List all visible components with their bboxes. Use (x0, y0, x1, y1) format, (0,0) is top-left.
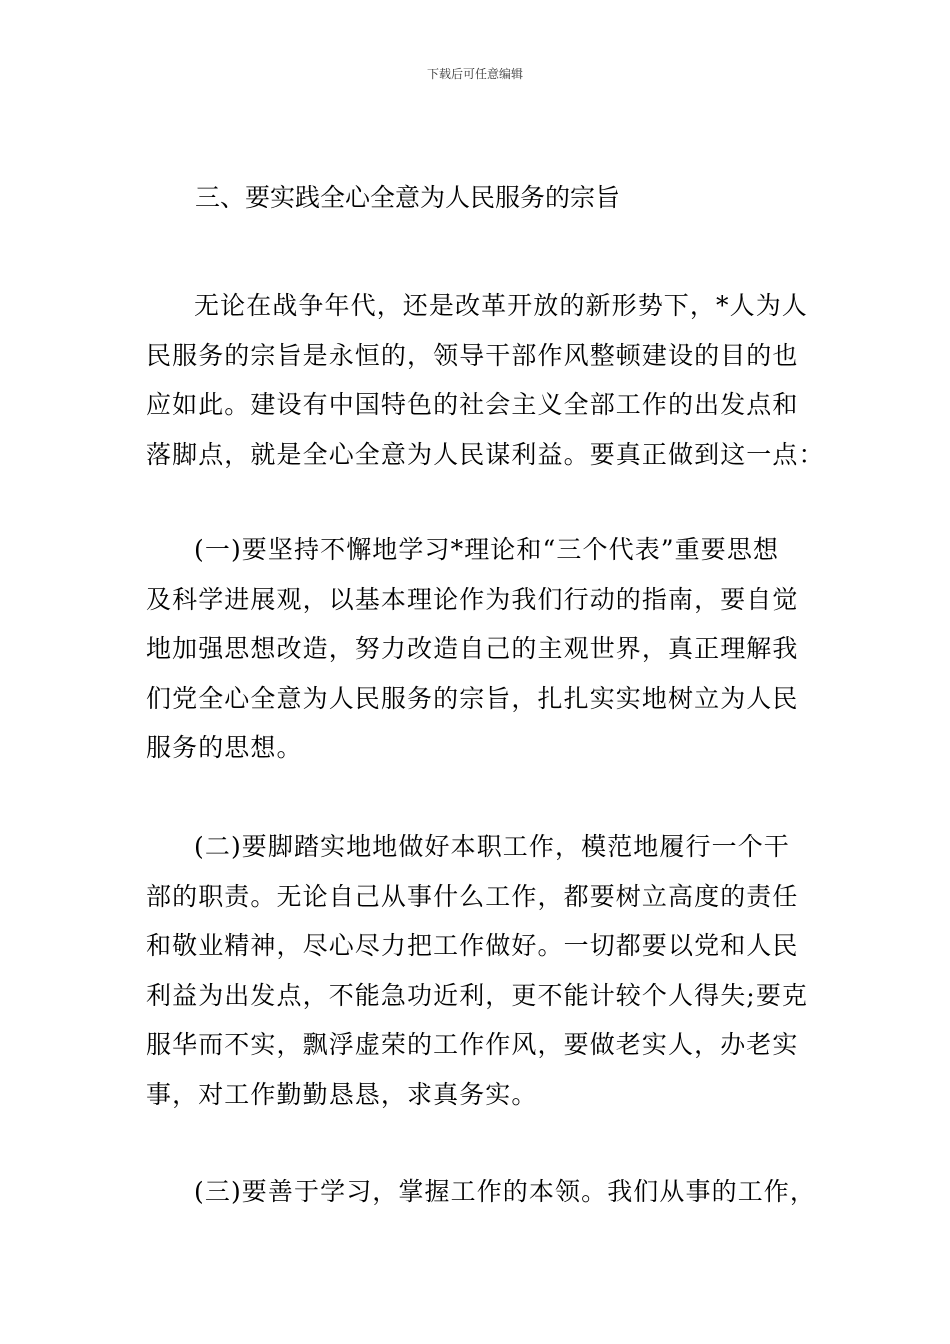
section-heading: 三、要实践全心全意为人民服务的宗旨 (195, 183, 621, 212)
paragraph-line: 落脚点，就是全心全意为人民谋利益。要真正做到这一点： (146, 439, 825, 469)
paragraph-item-1 (146, 525, 816, 773)
paragraph-line: 部的职责。无论自己从事什么工作，都要树立高度的责任 (146, 881, 799, 911)
paragraph-line: 无论在战争年代，还是改革开放的新形势下，*人为人 (194, 291, 808, 320)
paragraph-line: 地加强思想改造，努力改造自己的主观世界，真正理解我 (146, 634, 799, 663)
paragraph-line: 服务的思想。 (146, 733, 303, 762)
paragraph-line: 事，对工作勤勤恳恳，求真务实。 (146, 1079, 538, 1109)
paragraph-line: 和敬业精神，尽心尽力把工作做好。一切都要以党和人民 (146, 931, 799, 960)
paragraph-line: 服华而不实，飘浮虚荣的工作作风，要做老实人，办老实 (146, 1030, 799, 1059)
paragraph-line: 利益为出发点，不能急功近利，更不能计较个人得失;要克 (146, 980, 809, 1010)
paragraph-line: (一)要坚持不懈地学习*理论和“三个代表”重要思想 (194, 535, 780, 564)
paragraph-item-3 (146, 1167, 816, 1217)
paragraph-line: 应如此。建设有中国特色的社会主义全部工作的出发点和 (146, 390, 799, 419)
paragraph-line: 及科学进展观，以基本理论作为我们行动的指南，要自觉 (146, 584, 799, 614)
page-header: 下载后可任意编辑 (426, 67, 523, 81)
paragraph-line: (三)要善于学习，掌握工作的本领。我们从事的工作， (194, 1177, 817, 1206)
paragraph-line: 们党全心全意为人民服务的宗旨，扎扎实实地树立为人民 (146, 683, 799, 713)
paragraph-line: 民服务的宗旨是永恒的，领导干部作风整顿建设的目的也 (146, 340, 799, 370)
paragraph-item-2 (146, 822, 816, 1119)
paragraph-line: (二)要脚踏实地地做好本职工作，模范地履行一个干 (194, 832, 790, 861)
paragraph-intro (146, 281, 825, 479)
